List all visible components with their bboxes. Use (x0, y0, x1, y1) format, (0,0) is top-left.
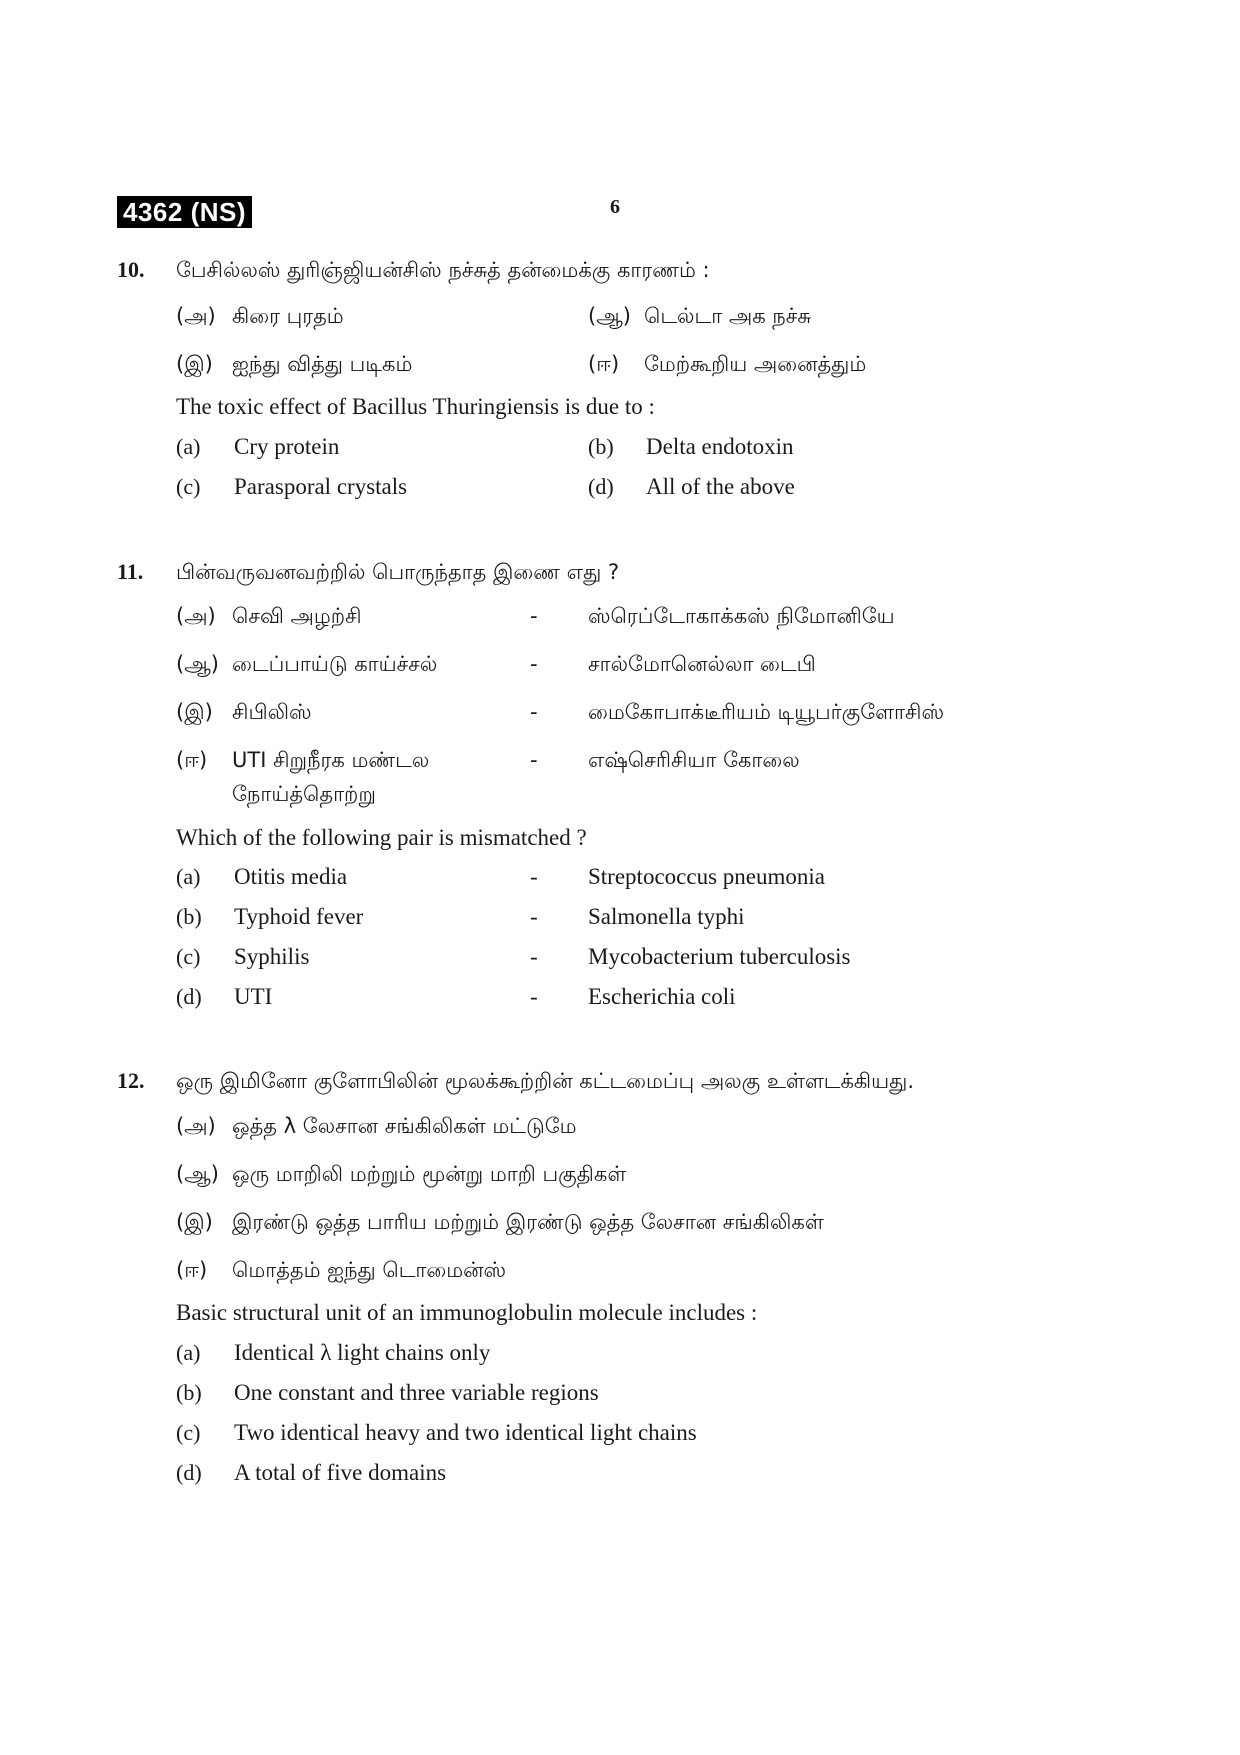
q11-pair-label: (d) (176, 984, 202, 1009)
q12-option-text: A total of five domains (234, 1460, 447, 1485)
q10-option-text: All of the above (646, 474, 795, 499)
q11-tamil-pair-left: UTI சிறுநீரக மண்டல (232, 748, 430, 772)
q11-pair-dash: - (530, 904, 538, 929)
question-10-english-text: The toxic effect of Bacillus Thuringiensis is due to : (176, 394, 655, 419)
q10-tamil-option-label: (இ) (176, 352, 213, 376)
q11-pair-right: Salmonella typhi (588, 904, 745, 929)
q10-tamil-option-label: (அ) (176, 304, 216, 328)
q11-tamil-pair-left: டைப்பாய்டு காய்ச்சல் (232, 652, 438, 676)
q11-tamil-pair-right: எஷ்செரிசியா கோலை (588, 748, 800, 772)
q11-pair-label: (c) (176, 944, 201, 969)
q11-tamil-pair-label: (ஈ) (176, 748, 208, 772)
q10-option-label: (d) (588, 474, 614, 499)
q10-tamil-option-text: டெல்டா அக நச்சு (644, 304, 812, 328)
q11-pair-dash: - (530, 864, 538, 889)
q11-pair-dash: - (530, 944, 538, 969)
q10-tamil-option-text: மேற்கூறிய அனைத்தும் (644, 352, 867, 376)
question-12-tamil-text: ஒரு இமினோ குளோபிலின் மூலக்கூற்றின் கட்டமைப்பு அலகு உள்ளடக்கியது. (176, 1069, 915, 1093)
question-10-number: 10. (117, 257, 145, 282)
q10-option-text: Delta endotoxin (646, 434, 794, 459)
q12-tamil-option-label: (அ) (176, 1114, 216, 1138)
q10-tamil-option-label: (ஈ) (588, 352, 620, 376)
q11-tamil-pair-right: ஸ்ரெப்டோகாக்கஸ் நிமோனியே (588, 604, 895, 628)
q12-option-text: Two identical heavy and two identical light chains (234, 1420, 697, 1445)
q11-tamil-pair-dash: - (530, 652, 538, 676)
q12-option-label: (a) (176, 1340, 201, 1365)
q11-pair-right: Streptococcus pneumonia (588, 864, 825, 889)
q11-tamil-pair-left-continued: நோய்த்தொற்று (232, 782, 376, 806)
q12-option-text: One constant and three variable regions (234, 1380, 599, 1405)
question-11-tamil-text: பின்வருவனவற்றில் பொருந்தாத இணை எது ? (176, 560, 620, 584)
q11-pair-left: Otitis media (234, 864, 348, 889)
exam-code-badge: 4362 (NS) (117, 196, 252, 228)
q10-option-label: (c) (176, 474, 201, 499)
q12-option-label: (d) (176, 1460, 202, 1485)
q12-tamil-option-text: ஒரு மாறிலி மற்றும் மூன்று மாறி பகுதிகள் (232, 1162, 627, 1186)
q12-tamil-option-text: ஒத்த λ லேசான சங்கிலிகள் மட்டுமே (232, 1114, 577, 1138)
q11-tamil-pair-left: சிபிலிஸ் (232, 700, 312, 724)
question-12-number: 12. (117, 1068, 145, 1093)
q12-option-label: (b) (176, 1380, 202, 1405)
q12-tamil-option-text: மொத்தம் ஐந்து டொமைன்ஸ் (232, 1258, 507, 1282)
q12-tamil-option-label: (இ) (176, 1210, 213, 1234)
q10-tamil-option-label: (ஆ) (588, 304, 631, 328)
q11-tamil-pair-label: (ஆ) (176, 652, 219, 676)
q11-tamil-pair-right: மைகோபாக்டீரியம் டியூபர்குளோசிஸ் (588, 700, 945, 724)
q12-option-label: (c) (176, 1420, 201, 1445)
q11-tamil-pair-dash: - (530, 748, 538, 772)
q11-tamil-pair-left: செவி அழற்சி (232, 604, 362, 628)
question-10-tamil-text: பேசில்லஸ் துரிஞ்ஜியன்சிஸ் நச்சுத் தன்மைக்கு காரணம் : (176, 258, 710, 282)
q12-tamil-option-label: (ஆ) (176, 1162, 219, 1186)
question-11-english-text: Which of the following pair is mismatched ? (176, 825, 587, 850)
q10-tamil-option-text: கிரை புரதம் (232, 304, 344, 328)
q10-tamil-option-text: ஐந்து வித்து படிகம் (232, 352, 413, 376)
q11-pair-left: Syphilis (234, 944, 310, 969)
q11-pair-left: Typhoid fever (234, 904, 364, 929)
q11-pair-label: (b) (176, 904, 202, 929)
q11-pair-left: UTI (234, 984, 273, 1009)
q11-tamil-pair-label: (இ) (176, 700, 213, 724)
q11-tamil-pair-dash: - (530, 700, 538, 724)
q11-pair-right: Mycobacterium tuberculosis (588, 944, 851, 969)
q10-option-label: (b) (588, 434, 614, 459)
q12-tamil-option-text: இரண்டு ஒத்த பாரிய மற்றும் இரண்டு ஒத்த லேசான சங்கிலிகள் (232, 1210, 824, 1234)
q11-pair-label: (a) (176, 864, 201, 889)
q10-option-label: (a) (176, 434, 201, 459)
q11-pair-dash: - (530, 984, 538, 1009)
page-number: 6 (610, 196, 620, 218)
q11-tamil-pair-right: சால்மோனெல்லா டைபி (588, 652, 816, 676)
q10-option-text: Parasporal crystals (234, 474, 408, 499)
q12-option-text: Identical λ light chains only (234, 1340, 491, 1365)
q11-tamil-pair-label: (அ) (176, 604, 216, 628)
q11-pair-right: Escherichia coli (588, 984, 736, 1009)
question-11-number: 11. (117, 559, 144, 584)
q10-option-text: Cry protein (234, 434, 340, 459)
question-12-english-text: Basic structural unit of an immunoglobulin molecule includes : (176, 1300, 758, 1325)
q12-tamil-option-label: (ஈ) (176, 1258, 208, 1282)
q11-tamil-pair-dash: - (530, 604, 538, 628)
